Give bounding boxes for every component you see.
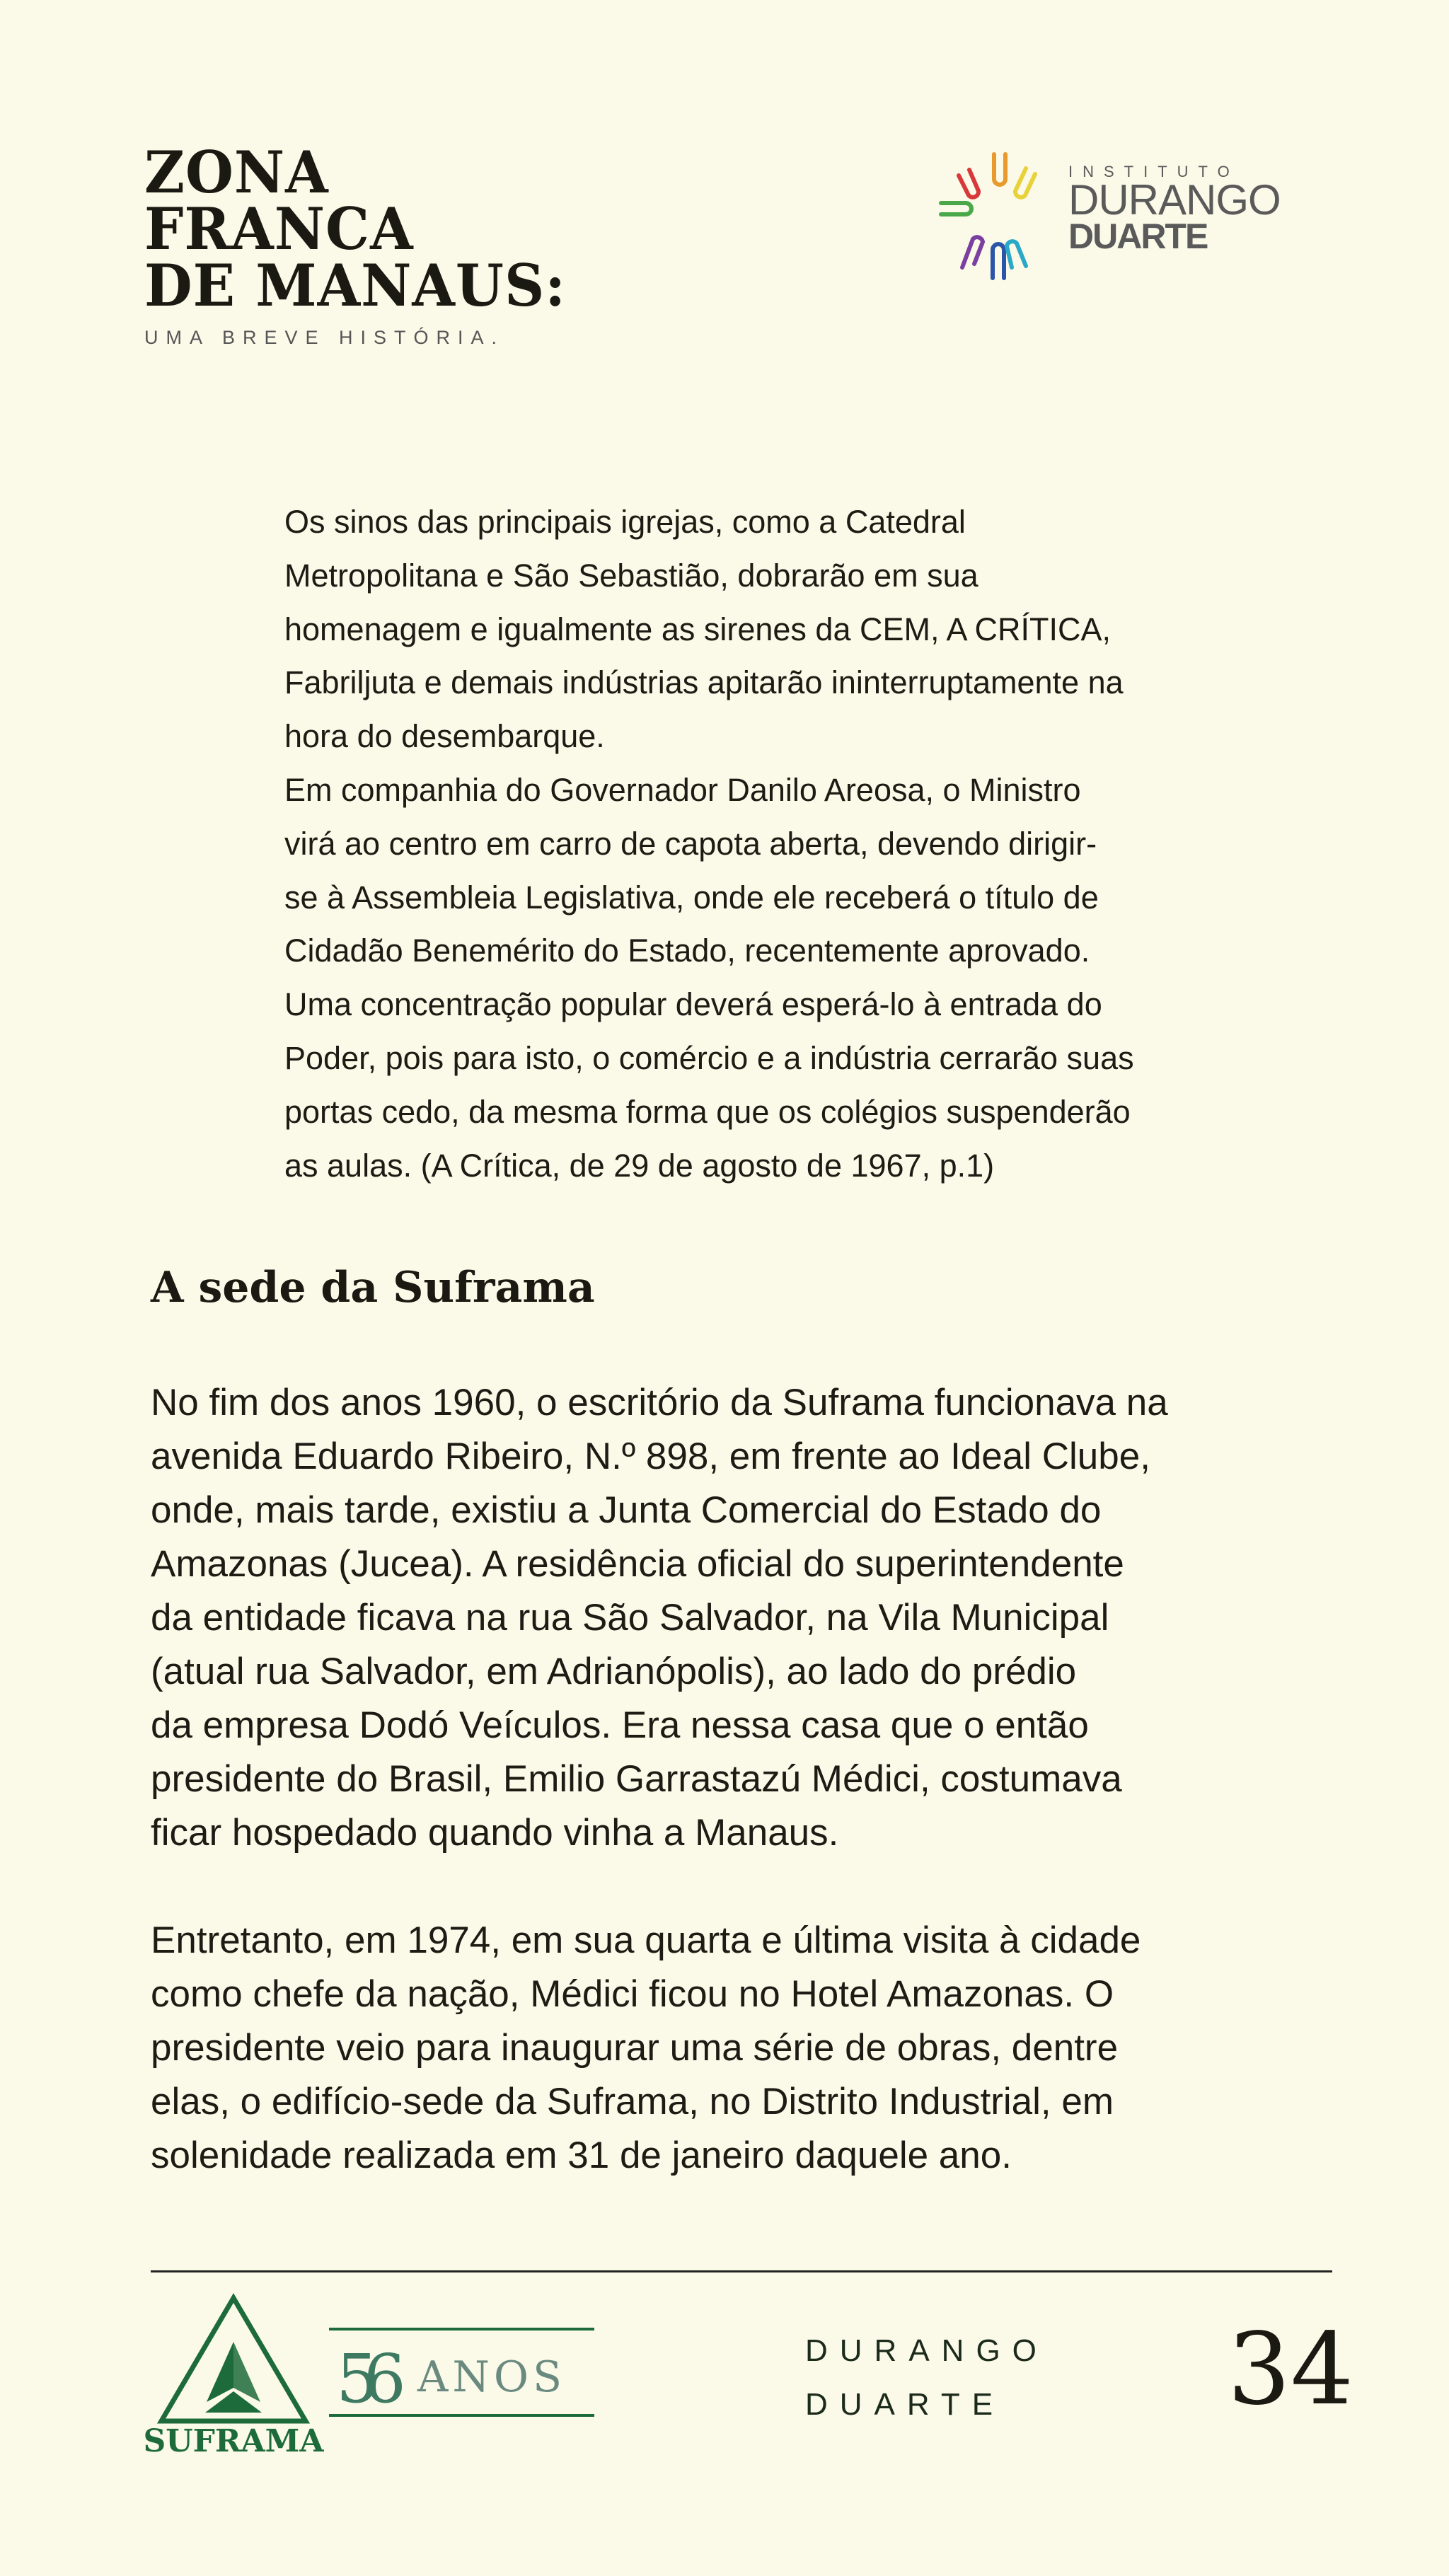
page-number: 34 bbox=[1228, 2312, 1354, 2427]
logo-instituto: INSTITUTO bbox=[1068, 163, 1240, 180]
text-line: da empresa Dodó Veículos. Era nessa casa que o então bbox=[151, 1704, 1089, 1746]
text-line: presidente veio para inaugurar uma série de obras, dentre bbox=[151, 2027, 1119, 2069]
block-quote bbox=[284, 495, 1134, 1192]
text-line: portas cedo, da mesma forma que os colégios suspenderão bbox=[284, 1093, 1131, 1130]
text-line: presidente do Brasil, Emilio Garrastazú Médici, costumava bbox=[151, 1758, 1122, 1800]
suframa-triangle-icon bbox=[143, 2292, 324, 2459]
title-line: DE MANAUS: bbox=[144, 252, 567, 320]
footer-divider bbox=[151, 2270, 1332, 2272]
text-line: onde, mais tarde, existiu a Junta Comercial do Estado do bbox=[151, 1489, 1102, 1531]
text-line: Uma concentração popular deverá esperá-lo à entrada do bbox=[284, 986, 1102, 1023]
text-line: as aulas. (A Crítica, de 29 de agosto de 1967, p.1) bbox=[284, 1147, 995, 1184]
title-line: FRANCA bbox=[144, 195, 414, 263]
text-line: como chefe da nação, Médici ficou no Hotel Amazonas. O bbox=[151, 1973, 1114, 2015]
anniversary-logo bbox=[329, 2328, 598, 2420]
body-paragraph bbox=[151, 1914, 1141, 2183]
text-line: Poder, pois para isto, o comércio e a indústria cerrarão suas bbox=[284, 1039, 1134, 1076]
suframa-logo bbox=[143, 2292, 324, 2459]
text-line: Amazonas (Jucea). A residência oficial do superintendente bbox=[151, 1543, 1124, 1585]
suframa-wordmark: SUFRAMA bbox=[143, 2423, 324, 2459]
section-heading: A sede da Suframa bbox=[151, 1263, 595, 1312]
body-paragraph bbox=[151, 1376, 1168, 1860]
text-line: avenida Eduardo Ribeiro, N.º 898, em frente ao Ideal Clube, bbox=[151, 1436, 1150, 1477]
text-line: (atual rua Salvador, em Adrianópolis), ao lado do prédio bbox=[151, 1651, 1077, 1692]
text-line: Entretanto, em 1974, em sua quarta e última visita à cidade bbox=[151, 1919, 1141, 1961]
text-line: hora do desembarque. bbox=[284, 718, 605, 755]
text-line: Fabriljuta e demais indústrias apitarão ininterruptamente na bbox=[284, 664, 1124, 701]
publication-title bbox=[144, 139, 567, 320]
sunburst-logo-icon bbox=[937, 147, 1065, 282]
text-line: ficar hospedado quando vinha a Manaus. bbox=[151, 1812, 839, 1854]
publication-subtitle: UMA BREVE HISTÓRIA. bbox=[144, 327, 505, 348]
instituto-durango-duarte-logo bbox=[937, 147, 1291, 282]
text-line: Em companhia do Governador Danilo Areosa, o Ministro bbox=[284, 771, 1081, 808]
text-line: da entidade ficava na rua São Salvador, na Vila Municipal bbox=[151, 1597, 1109, 1639]
author-first: DURANGO bbox=[805, 2333, 1049, 2368]
text-line: se à Assembleia Legislativa, onde ele receberá o título de bbox=[284, 879, 1099, 916]
author-last: DUARTE bbox=[805, 2387, 1005, 2422]
anniversary-number: 56 bbox=[336, 2340, 391, 2418]
author-name bbox=[805, 2324, 1049, 2432]
text-line: Metropolitana e São Sebastião, dobrarão em sua bbox=[284, 557, 978, 594]
logo-duarte: DUARTE bbox=[1068, 216, 1208, 256]
text-line: No fim dos anos 1960, o escritório da Suframa funcionava na bbox=[151, 1382, 1168, 1423]
title-line: ZONA bbox=[144, 139, 329, 207]
text-line: virá ao centro em carro de capota aberta, devendo dirigir- bbox=[284, 825, 1097, 862]
text-line: Cidadão Benemérito do Estado, recentemente aprovado. bbox=[284, 932, 1090, 969]
text-line: solenidade realizada em 31 de janeiro daquele ano. bbox=[151, 2135, 1012, 2176]
text-line: elas, o edifício-sede da Suframa, no Distrito Industrial, em bbox=[151, 2081, 1114, 2122]
anniversary-word: ANOS bbox=[417, 2352, 567, 2402]
text-line: homenagem e igualmente as sirenes da CEM, A CRÍTICA, bbox=[284, 611, 1112, 647]
logo-durango: DURANGO bbox=[1068, 176, 1281, 224]
text-line: Os sinos das principais igrejas, como a Catedral bbox=[284, 504, 966, 540]
